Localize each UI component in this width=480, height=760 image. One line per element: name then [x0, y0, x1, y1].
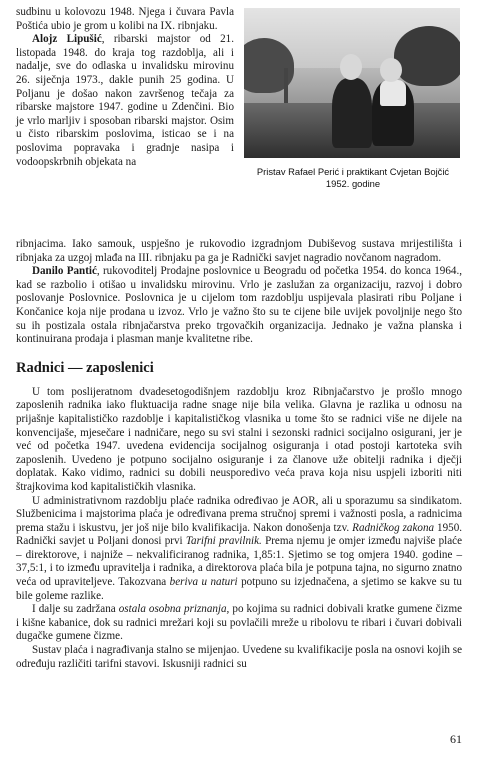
paragraph-lipusic	[16, 33, 234, 169]
paragraph-workers-4: Sustav plaća i nagrađivanja stalno se mijenjao. Uvedene su kvalifikacije posla na osnovi kojih se određuju različiti tarifni stavovi. Iskusniji radnici su	[16, 644, 462, 670]
photo-caption: Pristav Rafael Perić i praktikant Cvjetan Bojčić 1952. godine	[256, 166, 450, 189]
tariff-title: Tarifni pravilnik.	[185, 535, 262, 548]
photo-figure	[244, 8, 462, 189]
paragraph-pantic	[16, 265, 462, 347]
wages-text-a: U administrativnom razdoblju plaće radnika određivao je AOR, ali u sporazumu sa sindikatom. Službenicima i majstorima plaća je određivana prema stručnoj spremi i važnosti posla, a radnicima prema stažu i iskustvu, jer još nije bilo kvalifikacija. Nakon donošenja tzv.	[16, 494, 462, 534]
benefits-term: ostala osobna priznanja,	[118, 603, 230, 616]
page-number: 61	[450, 732, 462, 746]
paragraph-workers-1: U tom poslijeratnom dvadesetogodišnjem razdoblju kroz Ribnjačarstvo je prošlo mnogo zaposlenih radnika iako fluktuacija radne snage nije bila velika. Glavna je razlika u odnosu na prijašnje kapitalističko razdoblje i kapitalističkog vlasnika u tome što se radnici više ne dijele na konvencijaše, mjesečare i nadničare, nego su svi stalni i sezonski radnici socijalno osigurani, jer je već od početka 1947. uvedena evidencija socijalnog osiguranja i otad postoji kartoteka svih zaposlenih. Uvedeno je potpuno socijalno osiguranje i za članove uže obitelji radnika i dječji doplatak. Kako vidimo, radnici su dobili neusporedivo veća prava koja nisu uspjeli izboriti niti štrajkovima kod kapitalističkih vlasnika.	[16, 385, 462, 493]
paragraph-lipusic-continued: ribnjacima. Iako samouk, uspješno je rukovodio izgradnjom Dubiševog sustava mrijestilišta i ribnjaka za uzgoj mlađa na III. ribnjaku pa ga je Radnički savjet nagradio novčanom nagradom.	[16, 238, 462, 264]
top-block	[16, 6, 462, 238]
wages-text-d: potpuno su izjednačena, a sjetimo se kakve su tu bile goleme razlike.	[16, 576, 462, 602]
full-width-text	[16, 238, 462, 671]
lipusic-text: , ribarski majstor od 21. listopada 1948. do kraja tog razdoblja, ali i nadalje, sve do odlaska u invalidsku mirovinu 26. siječnja 1973., dakle punih 25 godina. U Poljanu je došao nakon završenog tečaja za ribarske majstore 1947. godine u Zdenčini. Bio je vrlo marljiv i sposoban ribarski majstor. Osim u čisto ribarskim poslovima, isticao se i na poslovima popravaka i gradnje nasipa i vodoopskrbnih objekata na	[16, 33, 234, 168]
law-title: Radničkog zakona	[352, 521, 435, 534]
wages-text-b: 1950. Radnički savjet u Poljani donosi prvi	[16, 521, 463, 548]
person-name-lipusic: Alojz Lipušić	[32, 33, 102, 46]
section-heading: Radnici — zaposlenici	[16, 359, 154, 376]
person-name-pantic: Danilo Pantić	[32, 265, 97, 278]
paragraph-workers-2	[16, 495, 462, 604]
paragraph-intro: sudbinu u kolovozu 1948. Njega i čuvara Pavla Poštića ubio je grom u kolibi na IX. ribnjaku.	[16, 6, 234, 32]
in-kind-term: beriva u naturi	[169, 576, 238, 589]
pantic-text: , rukovoditelj Prodajne poslovnice u Beogradu od početka 1954. do konca 1964., kad se razbolio i otišao u invalidsku mirovinu. Vrlo je zaslužan za organizaciju, razvoj i dobro poslovanje Poslovnice. Poslovnica je u cijelom tom razdoblju uspijevala plasirati ribu Poljane i Končanice koja nije prodana u izvoz. Vrlo je važno što su te cijene bile uvijek povoljnije nego što su ih postizala ostala ribnjačarstva preko trgovačkih organizacija. Jednako je važna planska i kontinuirana prodaja i plasman manje kvalitetne ribe.	[16, 265, 462, 346]
left-column	[16, 6, 234, 169]
page	[16, 6, 462, 671]
paragraph-workers-3	[16, 603, 462, 644]
photo-two-men	[244, 8, 460, 158]
wages-text-c: Prema njemu je omjer između najviše plaće – direktorove, i najniže – nekvalificiranog radnika, 1,85:1. Sjetimo se tog omjera 1940. godine – 37,5:1, i to između upravitelja i radnika, a direktorova plaća bila je potpuna tajna, no sigurno znatno veća od upraviteljeve. Takozvana	[16, 535, 463, 589]
benefits-text-b: po kojima su radnici dobivali kratke gumene čizme i kišne kabanice, dok su radnici mrežari koji su povlačili mreže u ribolovu te ribari i čuvari dobivali dugačke gumene čizme.	[16, 603, 463, 643]
benefits-text-a: I dalje su zadržana	[32, 603, 116, 616]
